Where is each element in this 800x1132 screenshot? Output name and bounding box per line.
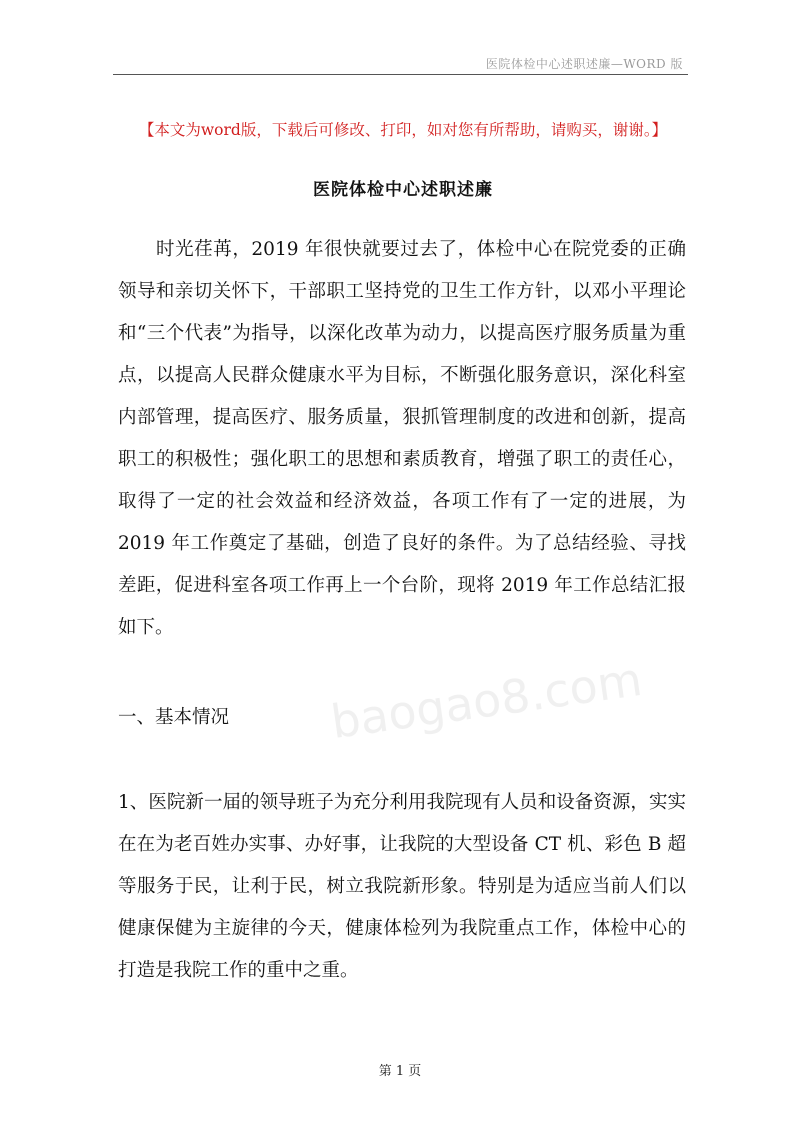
page-number: 第 1 页 [378,1064,422,1079]
purchase-notice: 【本文为word版，下载后可修改、打印，如对您有所帮助，请购买，谢谢。】 [138,121,668,139]
intro-paragraph: 时光荏苒，2019 年很快就要过去了，体检中心在院党委的正确领导和亲切关怀下，干部职工坚持党的卫生工作方针，以邓小平理论和“三个代表”为指导，以深化改革为动力，以提高医疗服务质量为重点，以提高人民群众健康水平为目标，不断强化服务意识，深化科室内部管理，提高医疗、服务质量，狠抓管理制度的改进和创新，提高职工的积极性；强化职工的思想和素质教育，增强了职工的责任心，取得了一定的社会效益和经济效益，各项工作有了一定的进展，为 2019 年工作奠定了基础，创造了良好的条件。为了总结经验、寻找差距，促进科室各项工作再上一个台阶，现将 2019 年工作总结汇报如下。 [118,239,686,638]
item-1-paragraph: 1、医院新一届的领导班子为充分利用我院现有人员和设备资源，实实在在为老百姓办实事、办好事，让我院的大型设备 CT 机、彩色 B 超等服务于民，让利于民，树立我院新形象。特别是为适应当前人们以健康保健为主旋律的今天，健康体检列为我院重点工作，体检中心的打造是我院工作的重中之重。 [118,792,686,981]
section-heading: 一、基本情况 [118,707,230,728]
header-divider [113,74,688,75]
page-header: 医院体检中心述职述廉—WORD 版 [485,57,683,71]
document-title: 医院体检中心述职述廉 [313,180,493,200]
watermark: baogao8.com [327,651,646,750]
